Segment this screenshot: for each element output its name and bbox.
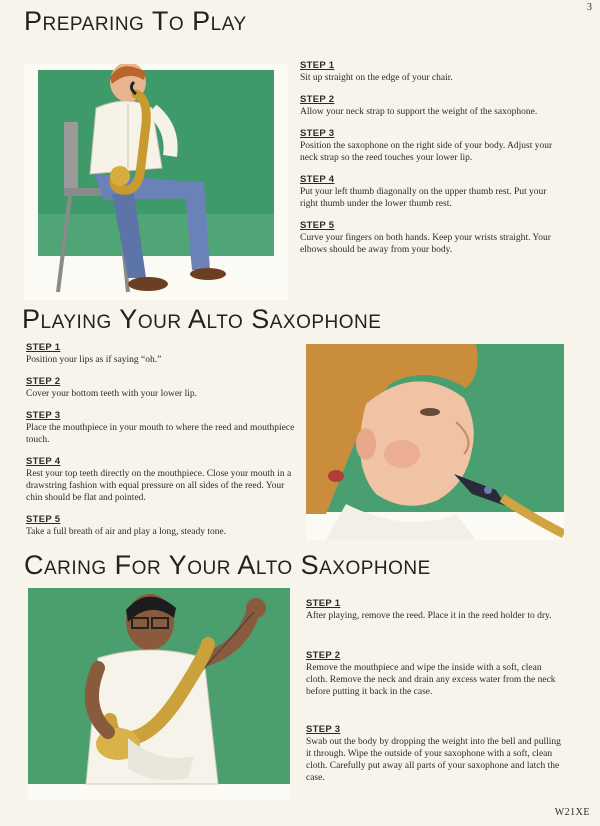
- illustration-seated-player: [24, 64, 288, 300]
- step-label: STEP 4: [26, 456, 61, 467]
- preparing-step-4: [300, 174, 562, 210]
- step-label: STEP 5: [26, 514, 61, 525]
- step-text: Rest your top teeth directly on the mouthpiece. Close your mouth in a drawstring fashion with equal pressure on all sides of the reed. Your chin should be flat and pointed.: [26, 469, 292, 503]
- preparing-step-1: [300, 60, 562, 84]
- step-label: STEP 3: [300, 128, 335, 139]
- section-title-preparing: Preparing To Play: [24, 6, 247, 36]
- step-text: Take a full breath of air and play a long, steady tone.: [26, 527, 227, 537]
- step-text: Position the saxophone on the right side of your body. Adjust your neck strap so the reed touches your lower lip.: [300, 141, 553, 163]
- catalog-code: W21XE: [554, 807, 590, 818]
- caring-step-1: [306, 598, 562, 622]
- step-label: STEP 5: [300, 220, 335, 231]
- playing-steps: [26, 342, 296, 548]
- section-title-caring: Caring For Your Alto Saxophone: [24, 550, 431, 580]
- step-label: STEP 2: [300, 94, 335, 105]
- caring-step-3: [306, 724, 562, 784]
- playing-step-5: [26, 514, 296, 538]
- illustration-embouchure: [306, 344, 564, 540]
- playing-step-1: [26, 342, 296, 366]
- step-label: STEP 3: [306, 724, 341, 735]
- illustration-cleaning: [28, 588, 290, 800]
- step-text: Allow your neck strap to support the weight of the saxophone.: [300, 107, 538, 117]
- step-text: After playing, remove the reed. Place it in the reed holder to dry.: [306, 611, 552, 621]
- playing-step-3: [26, 410, 296, 446]
- step-label: STEP 1: [26, 342, 61, 353]
- caring-steps: [306, 598, 562, 794]
- step-text: Put your left thumb diagonally on the upper thumb rest. Put your right thumb under the lower thumb rest.: [300, 187, 547, 209]
- caring-step-2: [306, 650, 562, 698]
- step-label: STEP 3: [26, 410, 61, 421]
- preparing-step-5: [300, 220, 562, 256]
- page-number: 3: [587, 2, 592, 13]
- step-text: Cover your bottom teeth with your lower lip.: [26, 389, 197, 399]
- step-text: Swab out the body by dropping the weight into the bell and pulling it through. Wipe the outside of your saxophone with a soft, clean cloth. Carefully put away all parts of your saxophone and latch the case.: [306, 737, 561, 783]
- step-text: Place the mouthpiece in your mouth to where the reed and mouthpiece touch.: [26, 423, 295, 445]
- step-label: STEP 2: [26, 376, 61, 387]
- step-label: STEP 2: [306, 650, 341, 661]
- step-text: Position your lips as if saying “oh.”: [26, 355, 162, 365]
- step-label: STEP 1: [306, 598, 341, 609]
- playing-step-2: [26, 376, 296, 400]
- step-text: Curve your fingers on both hands. Keep your wrists straight. Your elbows should be away from your body.: [300, 233, 551, 255]
- step-text: Remove the mouthpiece and wipe the inside with a soft, clean cloth. Remove the neck and drain any excess water from the neck before putting it back in the case.: [306, 663, 556, 697]
- section-title-playing: Playing Your Alto Saxophone: [22, 304, 382, 334]
- step-label: STEP 1: [300, 60, 335, 71]
- preparing-steps: [300, 60, 562, 266]
- preparing-step-3: [300, 128, 562, 164]
- playing-step-4: [26, 456, 296, 504]
- preparing-step-2: [300, 94, 562, 118]
- step-label: STEP 4: [300, 174, 335, 185]
- step-text: Sit up straight on the edge of your chair.: [300, 73, 453, 83]
